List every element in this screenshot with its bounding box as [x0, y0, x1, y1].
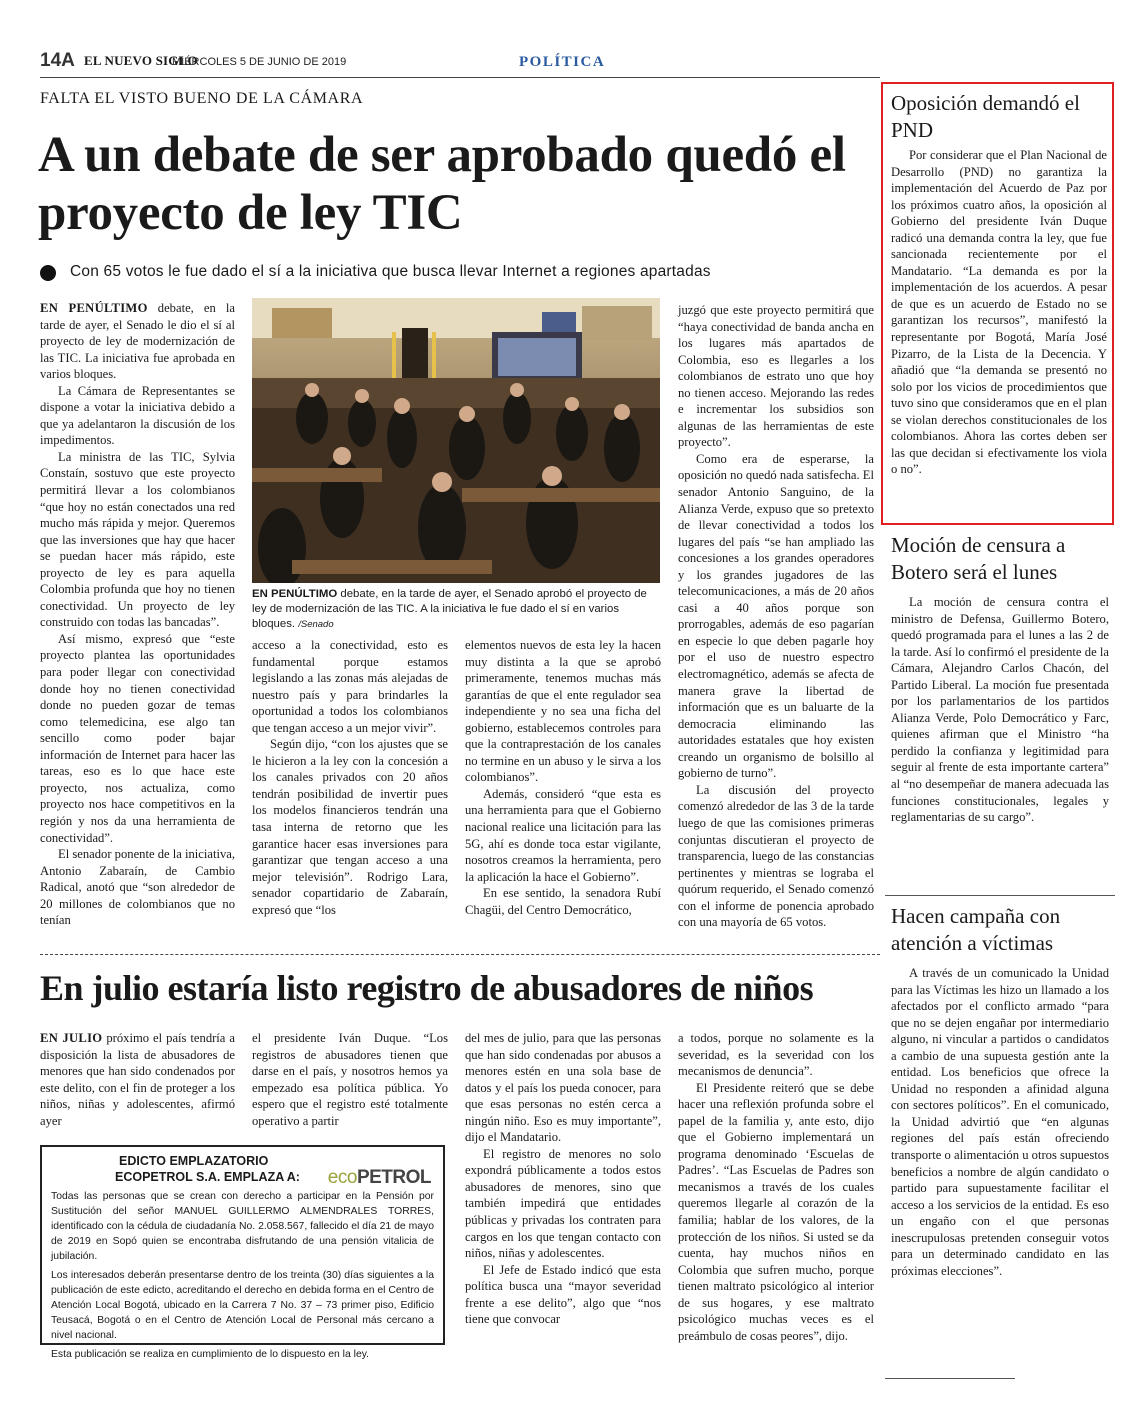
sidebar-title: Hacen campaña con atención a víctimas — [891, 904, 1061, 955]
main-headline: A un debate de ser aprobado quedó el proyecto de ley TIC — [38, 127, 846, 241]
legal-notice-box — [40, 1145, 445, 1360]
story-kicker: FALTA EL VISTO BUENO DE LA CÁMARA — [40, 90, 364, 107]
issue-date: MIÉRCOLES 5 DE JUNIO DE 2019 — [172, 56, 347, 68]
article-paragraph: Así mismo, expresó que “este proyecto plantea las oportunidades para poder llegar con conectividad donde hoy no tienen conectividad donde no pueden gozar de temas como telemedicina, ese algo tan sencillo como poder bajar información de Internet para hacer las tareas, eso es lo que hace este proyecto, nos actualiza, como proyecto nos hace competitivos en la región y nos da una herramienta de conectividad”. — [40, 631, 235, 845]
photo-caption: EN PENÚLTIMO debate, en la tarde de ayer, el Senado aprobó el proyecto de ley de modernización de las TIC. A la iniciativa le fue dado el sí en varios bloques. /Senado — [252, 588, 647, 630]
sidebar-body: La moción de censura contra el ministro de Defensa, Guillermo Botero, quedó programada para el lunes a las 2 de la tarde. Así lo confirmó el presidente de la Cámara, Alejandro Carlos Chacón, del Partido Liberal. La moción fue presentada por los parlamentarios de los partidos Alianza Verde, Polo Democrático y Farc, quienes afirman que el Ministro “ha perdido la confianza y legitimidad para seguir al frente de esta importante cartera” al “no desempeñar de manera adecuada las funciones constitucionales, legales y reglamentarias de su cargo”. — [891, 595, 1109, 825]
second-story-column-4 — [678, 1030, 874, 1344]
article-paragraph: EN PENÚLTIMO debate, en la tarde de ayer, el Senado le dio el sí al proyecto de ley de modernización de las TIC. La iniciativa fue aprobada en varios bloques. — [40, 301, 235, 382]
main-story-column-4 — [678, 302, 874, 931]
legal-notice-paragraph: Los interesados deberán presentarse dentro de los treinta (30) días siguientes a la publicación de este edicto, acreditando el derecho en debida forma en el Centro de Atención Local Bogotá, ubicado en la Carrera 7 No. 37 – 73 primer piso, Edificio Teusacá, Bogotá o en el Centro de Atención Local de Personal más cercano a nivel nacional. — [51, 1270, 434, 1341]
main-story-column-1 — [40, 300, 235, 929]
article-paragraph: Según dijo, “con los ajustes que se le hicieron a la ley con la concesión a los canales privados con 20 años tendrán posibilidad de invertir pues los modelos financieros tendrán una tasa interna de retorno que les garantice hacer esas inversiones para garantizar que tengan acceso a una mejor televisión”. Rodrigo Lara, senador copartidario de Zabaraín, expresó que “los — [252, 737, 448, 917]
bullet-icon — [40, 265, 56, 281]
article-paragraph: a todos, porque no solamente es la severidad, es la severidad con los mecanismos de denuncia”. — [678, 1031, 874, 1079]
article-paragraph: La Cámara de Representantes se dispone a votar la iniciativa debido a que ya adelantaron la discusión de los impedimentos. — [40, 383, 235, 448]
article-paragraph: El registro de menores no solo expondrá públicamente a todos estos abusadores de menores, sino que también impedirá que entidades públicas y privadas los contraten para cargos en los que tengan contacto con niños, niñas y adolescentes. — [465, 1146, 661, 1261]
second-story-column-1 — [40, 1030, 235, 1129]
ecopetrol-logo: ecoPETROL — [327, 1167, 431, 1188]
sidebar-body: Por considerar que el Plan Nacional de Desarrollo (PND) no garantiza la implementación del Acuerdo de Paz por los próximos cuatro años, la oposición al Gobierno del presidente Iván Duque radicó una demanda contra la ley, que fue sancionada recientemente por el Mandatario. “La demanda es por la implementación de los acuerdos. A pesar de que es un acuerdo de Estado no se garantizan los recursos”, manifestó la representante por Bogotá, María José Pizarro, de la Lista de la Decencia. Y añadió que “la demanda se presentó no solo por los vicios de procedimientos que tuvo sino que consideramos que en el plan se violan derechos constitucionales de los colombianos. Ahora las cortes deben ser las que decidan si efectivamente los viola o no”. — [891, 148, 1107, 477]
legal-notice-subtitle: ECOPETROL S.A. EMPLAZA A: — [115, 1170, 300, 1184]
article-paragraph: Como era de esperarse, la oposición no quedó nada satisfecha. El senador Antonio Sanguino, de la Alianza Verde, expuso que so pretexto de llevar conectividad a todos los lugares del país “se han ampliado las concesiones a los grandes operadores y los grandes jugadores de las telecomunicaciones, a más de 20 años casi a 40 años porque son prorrogables, además de eso pagarían en especie lo que deben pagarle hoy por el uso de nuestro espectro electromagnético, además se afecta de manera grave la libertad de información que es un baluarte de la democracia eliminando las autoridades estatales que hoy existen creando un organismo de bolsillo al gobierno de turno”. — [678, 451, 874, 781]
legal-notice-title: EDICTO EMPLAZATORIO — [119, 1154, 269, 1168]
article-paragraph: El Presidente reiteró que se debe hacer una reflexión profunda sobre el papel de la familia y, ante esto, dijo que el Gobierno implementará un programa denominado ‘Escuelas de Padres’. “Las Escuelas de Padres son mecanismos a través de los cuales queremos llegarle al corazón de la familia; hablar de los valores, de la protección de los niños. Si usted se da cuenta, hay muchos niños en Colombia que sufren mucho, porque tienen maltrato psicológico al interior de sus hogares, y ese maltrato psicológico muchas veces es el preámbulo de cosas peores”, dijo. — [678, 1080, 874, 1343]
section-label: POLÍTICA — [519, 54, 606, 70]
header-rule — [40, 77, 880, 78]
second-headline: En julio estaría listo registro de abusadores de niños — [40, 968, 814, 1008]
story-divider — [40, 954, 880, 955]
article-paragraph: el presidente Iván Duque. “Los registros de abusadores tienen que darse en el país, y nosotros hemos ya empezado esa política pública. Yo espero que el registro esté totalmente operativo a partir — [252, 1031, 448, 1128]
main-story-column-2 — [252, 637, 448, 918]
sidebar-rule — [885, 895, 1115, 896]
lead-word: EN JULIO — [40, 1031, 103, 1045]
article-paragraph: EN JULIO próximo el país tendría a disposición la lista de abusadores de menores que han sido condenados por este delito, con el fin de proteger a los niños, niñas y adolescentes, afirmó ayer — [40, 1031, 235, 1128]
article-paragraph: del mes de julio, para que las personas que han sido condenadas por abusos a menores estén en una sola base de datos y el país los pueda conocer, para que esas personas no estén cerca a ningún niño. Eso es muy importante”, dijo el Mandatario. — [465, 1031, 661, 1145]
article-paragraph: El senador ponente de la iniciativa, Antonio Zabaraín, de Cambio Radical, anotó que “son alrededor de 20 millones de colombianos que no tenían — [40, 847, 235, 928]
second-story-column-3 — [465, 1030, 661, 1328]
article-paragraph: En ese sentido, la senadora Rubí Chagüi, del Centro Democrático, — [465, 886, 661, 917]
masthead: EL NUEVO SIGLO — [84, 53, 198, 68]
sidebar-title: Moción de censura a Botero será el lunes — [891, 533, 1066, 584]
sidebar-body: A través de un comunicado la Unidad para las Víctimas les hizo un llamado a los afectados por el conflicto armado “para que no se dejen engañar por intermediario alguno, ni vincular a partidos o candidatos a cambio de una supuesta gestión ante la entidad. Los beneficios que ofrece la Unidad no responden a afinidad alguna con sectores políticos”. En el comunicado, la Unidad advirtió que “en algunas regiones del país están ofreciendo transporte o alimentación u otros supuestos beneficios a nombre de algún candidato o partido para supuestamente facilitar el acceso a los servicios de la entidad. Es eso un engaño con el que personas inescrupulosas pretenden conseguir votos para un determinado candidato en las próximas elecciones”. — [891, 966, 1109, 1278]
lead-word: EN PENÚLTIMO — [40, 301, 148, 315]
legal-notice-paragraph: Todas las personas que se crean con derecho a participar en la Pensión por Sustitución del señor MANUEL GUILLERMO ALMENDRALES TORRES, identificado con la cédula de ciudadanía No. 2.058.567, fallecido el día 21 de mayo de 2019 en Sopó quien se encontraba disfrutando de una pensión vitalicia de jubilación. — [51, 1191, 434, 1262]
page-number: 14A — [40, 50, 75, 71]
story-subhead: Con 65 votos le fue dado el sí a la iniciativa que busca llevar Internet a regiones apartadas — [70, 263, 711, 280]
sidebar-story-botero — [891, 532, 1109, 826]
article-paragraph: elementos nuevos de esta ley la hacen muy distinta a la que se aprobó primeramente, tenemos muchas más garantías de que el ente regulador sea independiente y no sea una ficha del gobierno, establecemos controles para que la contraprestación de los canales no termine en un abuso y le sirva a los colombianos”. — [465, 638, 661, 785]
sidebar-story-pnd — [891, 90, 1107, 478]
article-paragraph: acceso a la conectividad, esto es fundamental porque estamos legislando a las zonas más alejadas de nuestro país y para brindarles la oportunidad a todos los colombianos que tengan acceso a un mejor vivir”. — [252, 638, 448, 735]
senate-session-photo — [252, 298, 660, 583]
photo-image — [252, 298, 660, 583]
photo-credit: /Senado — [298, 619, 334, 630]
main-story-column-3 — [465, 637, 661, 918]
article-paragraph: La discusión del proyecto comenzó alrededor de las 3 de la tarde luego de que las comisiones primeras conjuntas discutieran el proyecto de transparencia, luego de las constancias pertinentes y mientras se lograba el quórum requerido, el Senado comenzó con el informe de ponencia aprobado con una mayoría de 65 votos. — [678, 782, 874, 930]
legal-notice-paragraph: Esta publicación se realiza en cumplimiento de lo dispuesto en la ley. — [51, 1349, 370, 1360]
article-paragraph: juzgó que este proyecto permitirá que “haya conectividad de banda ancha en los lugares más apartados de Colombia, eso es llegarles a los colombianos de estrato uno que hoy no tienen acceso. Mejorando las redes e incrementar los subsidios son algunas de las herramientas de este proyecto”. — [678, 303, 874, 450]
sidebar-title: Oposición demandó el PND — [891, 91, 1080, 142]
sidebar-rule — [885, 1378, 1015, 1379]
second-story-column-2 — [252, 1030, 448, 1129]
article-paragraph: El Jefe de Estado indicó que esta política busca una “mayor severidad frente a ese delito”, algo que “nos tiene que convocar — [465, 1262, 661, 1327]
article-paragraph: La ministra de las TIC, Sylvia Constaín, sostuvo que este proyecto permitirá llevar a los colombianos “que hoy no están conectados una red mucho más rápida y mejor. Queremos que las inversiones que hay que hacer se puedan hacer más rápido, este proyecto de ley es para aquella Colombia profunda que hoy no tienen conectividad. Un proyecto de ley construido con todas las bancadas”. — [40, 449, 235, 630]
article-paragraph: Además, consideró “que esta es una herramienta para que el Gobierno nacional realice una licitación para las 5G, ahí es donde toca estar vigilante, nosotros creamos la herramienta, pero la aplicación la hace el Gobierno”. — [465, 786, 661, 884]
sidebar-story-victims — [891, 903, 1109, 1279]
